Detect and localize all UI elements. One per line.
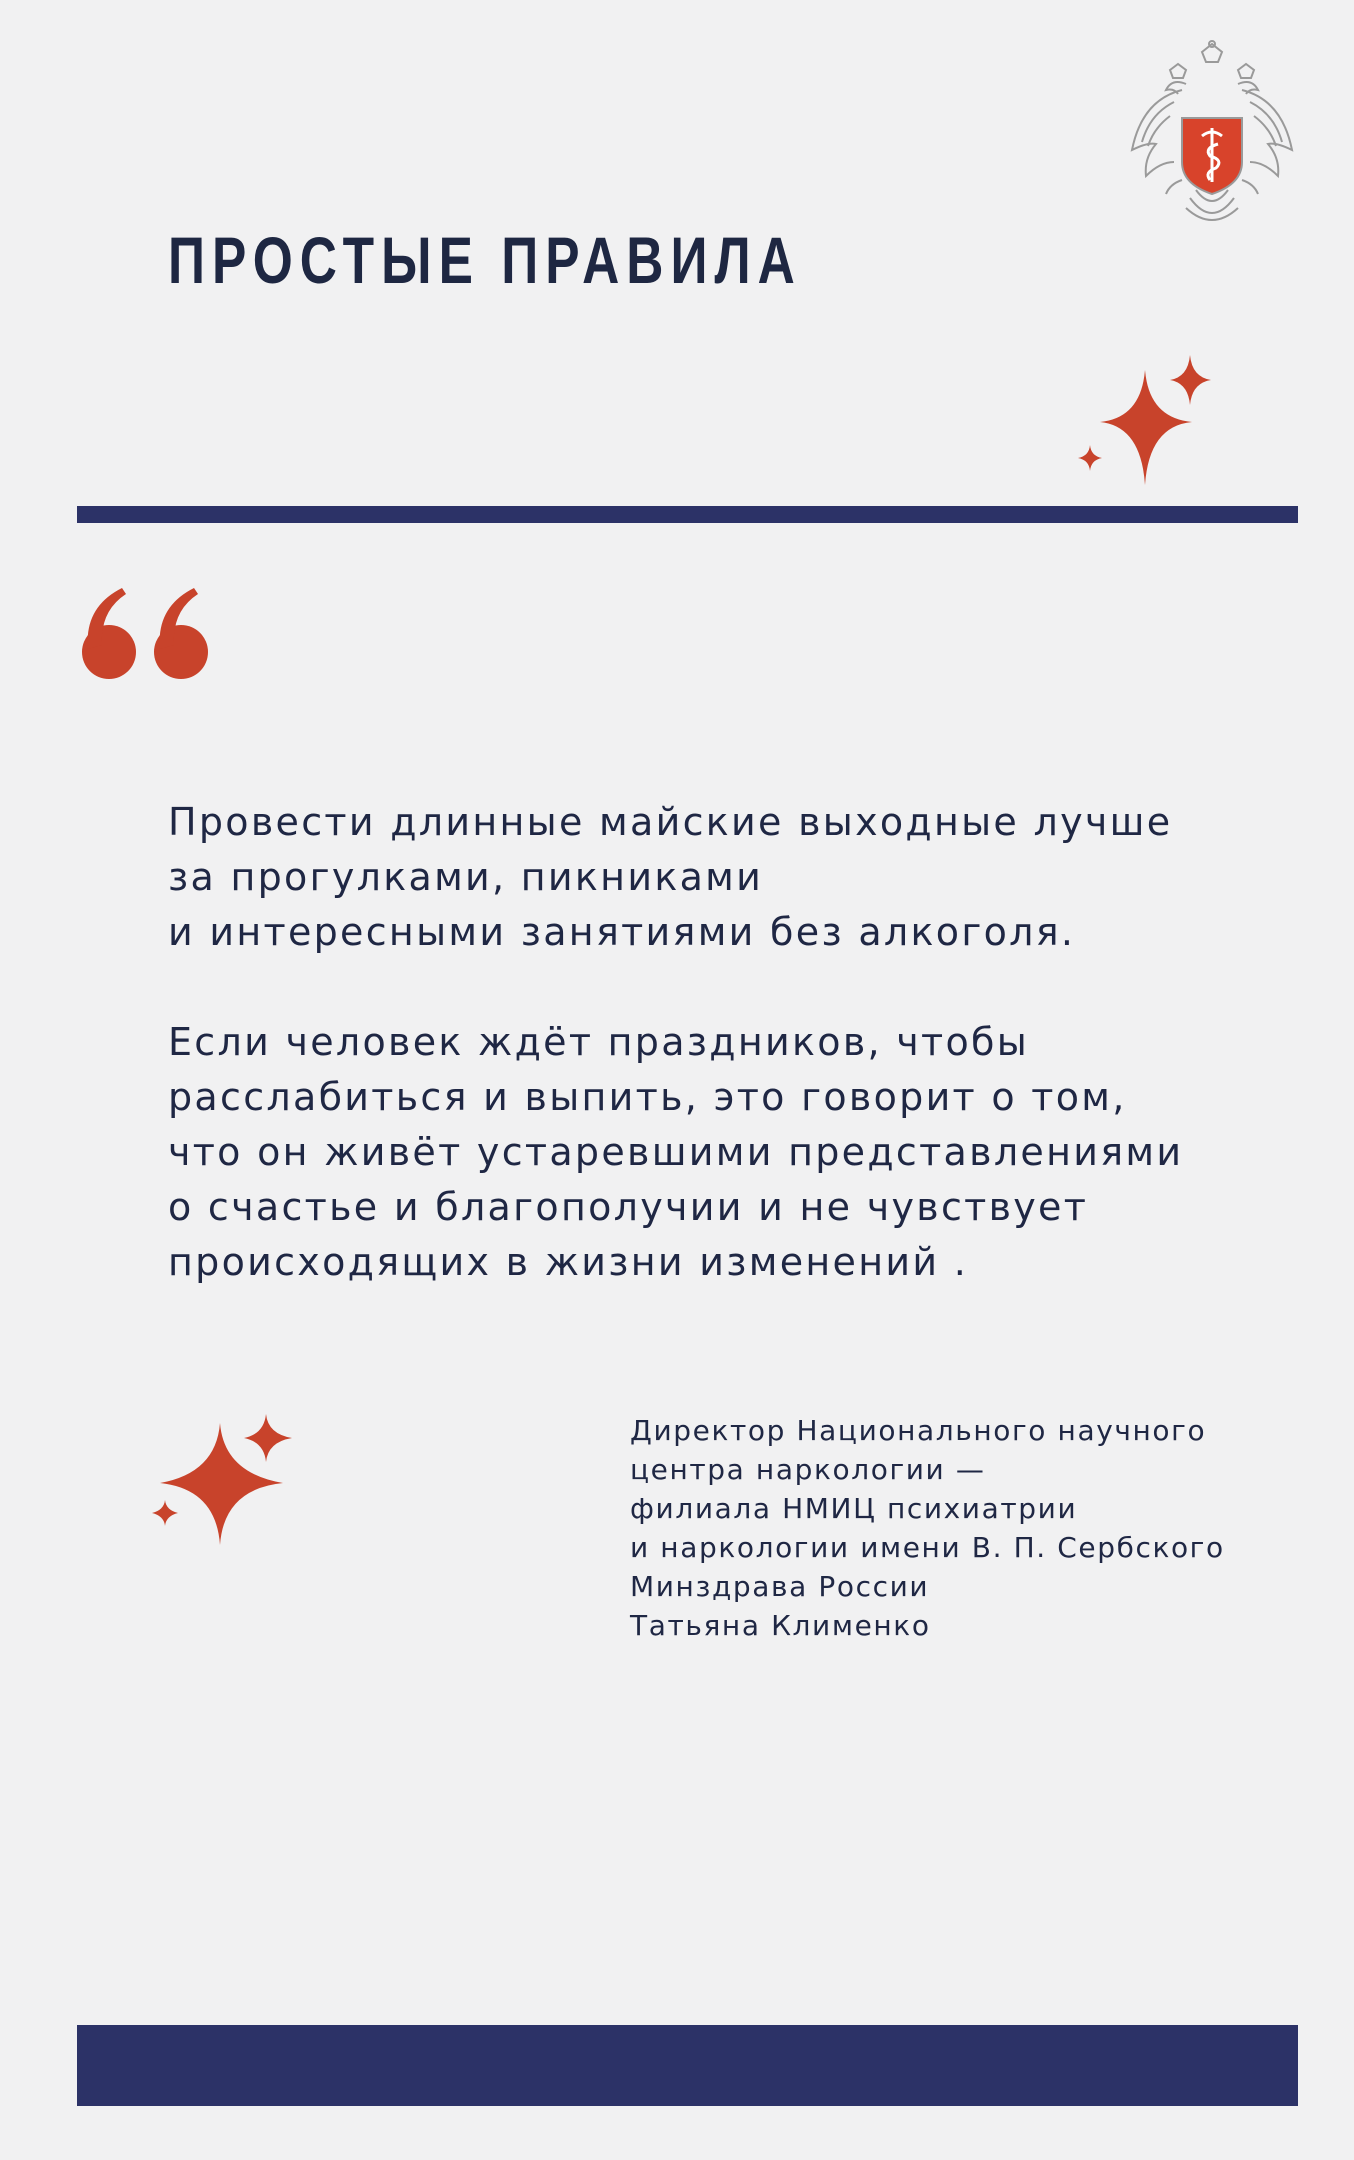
- sparkle-icon: [1070, 355, 1220, 495]
- top-divider: [77, 506, 1298, 523]
- quote-paragraph: Провести длинные майские выходные лучше за прогулками, пикниками и интересными занятиями без алкоголя.: [168, 800, 1173, 954]
- page-title: ПРОСТЫЕ ПРАВИЛА: [168, 223, 802, 297]
- quote-paragraph: Если человек ждёт праздников, чтобы расслабиться и выпить, это говорит о том, что он живёт устаревшими представлениями о счастье и благополучии и не чувствует происходящих в жизни изменений .: [168, 1020, 1184, 1284]
- quote-text: [168, 795, 1268, 1290]
- attribution: Директор Национального научного центра наркологии — филиала НМИЦ психиатрии и наркологии имени В. П. Сербского Минздрава России Татьяна Клименко: [630, 1414, 1225, 1642]
- bottom-bar: [77, 2025, 1298, 2106]
- ministry-of-health-emblem-icon: [1126, 40, 1298, 228]
- sparkle-icon: [148, 1410, 298, 1550]
- quote-icon: [80, 585, 215, 680]
